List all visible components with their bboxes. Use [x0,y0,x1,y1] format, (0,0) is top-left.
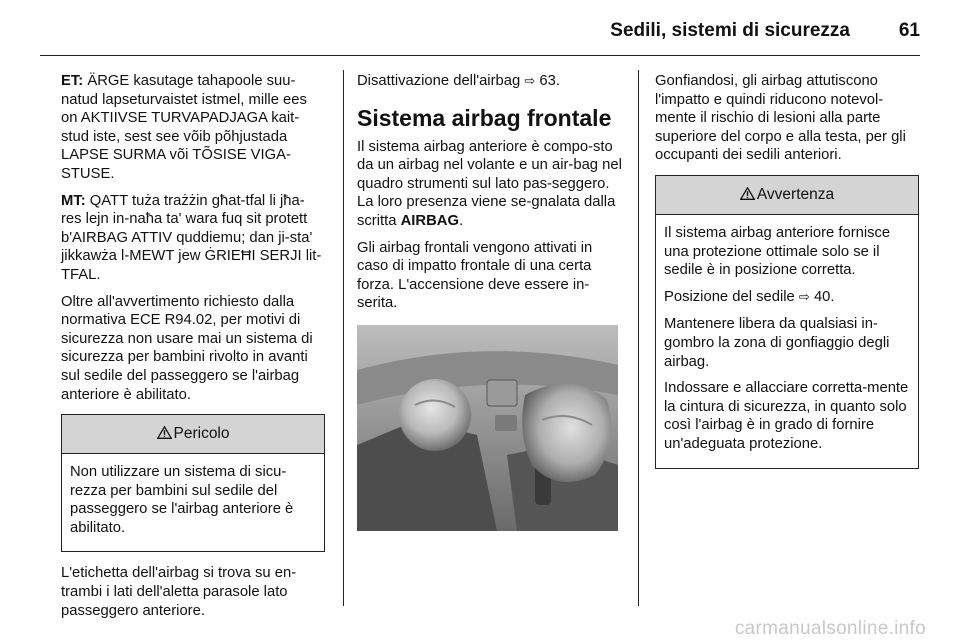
airbag-deployment-photo [357,325,618,531]
warning-box [655,175,919,469]
danger-body [62,454,324,551]
danger-header [62,415,324,454]
cross-reference: Disattivazione dell'airbag ⇨ 63. [357,73,560,89]
middle-column [357,72,623,531]
warning-triangle-icon [157,426,172,439]
airbag-label: AIRBAG [400,212,459,229]
danger-text: Non utilizzare un sistema di sicu-rezza per bambini sul sedile del passeggero se l'airbag anteriore è abilitato. [70,464,294,536]
inflation-paragraph: Gonfiandosi, gli airbag attutiscono l'impatto e quindi riducono notevol-mente il rischio di lesioni alla parte superiore del corpo e alla testa, per gli occupanti dei sedili anteriori. [655,73,906,164]
watermark: carmanualsonline.info [734,618,926,639]
warning-text-3: Mantenere libera da qualsiasi in-gombro la zona di gonfiaggio degli airbag. [664,316,890,370]
header-divider [40,55,920,56]
page-number: 61 [898,20,920,41]
warning-triangle-icon [740,187,755,200]
warning-text-1: Il sistema airbag anteriore fornisce una protezione ottimale solo se il sedile è in posizione corretta. [664,224,891,279]
danger-title: Pericolo [173,425,230,443]
right-column [655,72,919,481]
airbag-paragraph: Il sistema airbag anteriore è compo-sto da un airbag nel volante e un air-bag nel quadro strumenti sul lato pas-seggero. La loro presenza viene se-gnalata dalla scritta AIRBAG. [357,138,622,229]
section-heading: Sistema airbag frontale [357,104,612,131]
danger-box [61,414,325,552]
warning-text-4: Indossare e allacciare corretta-mente la cintura di sicurezza, in quanto solo così l'airbag è in grado di fornire un'adeguata protezione. [664,380,909,452]
activation-paragraph: Gli airbag frontali vengono attivati in caso di impatto frontale di una certa forza. L'accensione deve essere in-serita. [357,239,593,312]
et-warning [61,72,325,184]
ece-paragraph: Oltre all'avvertimento richiesto dalla normativa ECE R94.02, per motivi di sicurezza non usare mai un sistema di sicurezza per bambini rivolto in avanti sul sedile del passeggero se l'airbag anteriore è abilitato. [61,293,313,403]
label-paragraph: L'etichetta dell'airbag si trova su en-trambi i lati dell'aletta parasole lato passeggero anteriore. [61,565,297,619]
mt-label: MT: [61,192,86,209]
et-label: ET: [61,73,84,89]
warning-header [656,176,918,215]
page-title: Sedili, sistemi di sicurezza [610,20,850,41]
et-text: ÄRGE kasutage tahapoole suu-natud lapseturvaistet istmel, mille ees on AKTIIVSE TURVAPADJAGA kait-stud iste, sest see võib põhjustada LAPSE SURMA või TÕSISE VIGA-STUSE. [61,73,307,182]
page-ref-icon: ⇨ [798,289,810,305]
warning-title: Avvertenza [756,185,835,203]
column-divider [343,70,344,606]
page-header [0,0,960,56]
warning-text-2: Posizione del sedile ⇨ 40. [664,288,835,305]
column-divider [638,70,639,606]
page-ref-icon: ⇨ [524,74,536,89]
mt-text: QATT tuża trażżin għat-tfal li jħa-res lejn in-naħa ta' wara fuq sit protett b'AIRBAG ATTIV quddiemu; dan ji-sta' jikkawża l-MEWT jew ĠRIEĦI SERJI lit-TFAL. [61,192,322,283]
mt-warning [61,192,325,285]
warning-body [656,215,918,468]
left-column [61,72,325,628]
